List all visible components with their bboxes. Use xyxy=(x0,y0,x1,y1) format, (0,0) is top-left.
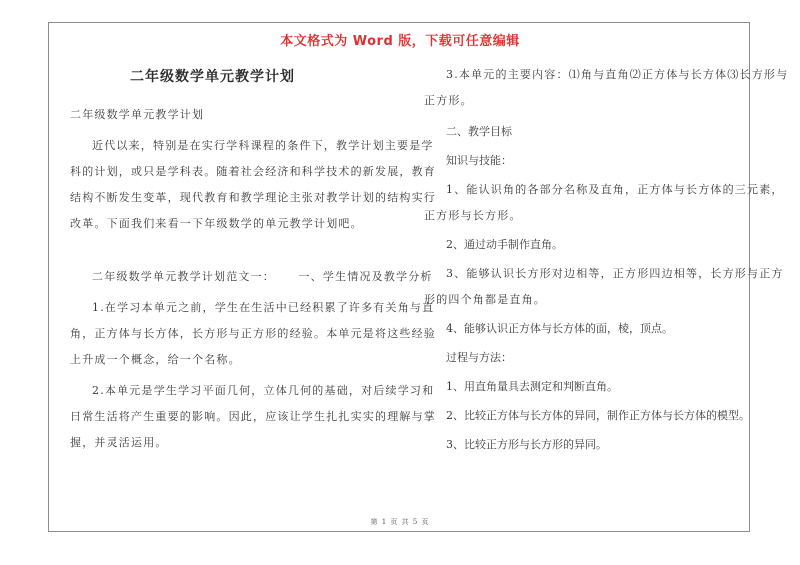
left-column xyxy=(70,69,436,450)
sample-heading-line: 二年级数学单元教学计划范文一： 一、学生情况及教学分析 xyxy=(92,270,433,283)
section-heading-objectives: 二、教学目标 xyxy=(446,125,512,138)
paragraph-line: 正方形与长方形。 xyxy=(424,209,522,222)
process-item-2: 2、比较正方体与长方体的异同，制作正方体与长方体的模型。 xyxy=(446,409,750,422)
paragraph-line: 形的四个角都是直角。 xyxy=(424,293,546,306)
process-heading: 过程与方法： xyxy=(446,351,512,364)
process-item-3: 3、比较正方形与长方形的异同。 xyxy=(446,438,607,451)
knowledge-item-2: 2、通过动手制作直角。 xyxy=(446,238,563,251)
paragraph-line: 日常生活将产生重要的影响。因此，应该让学生扎扎实实的理解与掌 xyxy=(70,410,436,423)
intro-paragraph xyxy=(70,138,436,231)
subtitle: 二年级数学单元教学计划 xyxy=(70,108,205,121)
paragraph-line: 科的计划，或只是学科表。随着社会经济和科学技术的新发展，教育 xyxy=(70,165,436,178)
knowledge-item-1 xyxy=(424,182,784,223)
paragraph-line: 2.本单元是学生学习平面几何，立体几何的基础，对后续学习和 xyxy=(92,384,435,397)
knowledge-item-4: 4、能够认识正方体与长方体的面，棱，顶点。 xyxy=(446,322,673,335)
paragraph-line: 近代以来，特别是在实行学科课程的条件下，教学计划主要是学 xyxy=(92,139,434,152)
paragraph-line: 改革。下面我们来看一下年级数学的单元教学计划吧。 xyxy=(70,217,363,230)
editable-notice-banner: 本文格式为 Word 版，下载可任意编辑 xyxy=(280,34,520,49)
paragraph-line: 1.在学习本单元之前，学生在生活中已经积累了许多有关角与直 xyxy=(92,301,435,314)
item-1-paragraph xyxy=(70,300,436,367)
paragraph-line: 上升成一个概念，给一个名称。 xyxy=(70,353,241,366)
right-column xyxy=(424,67,789,452)
item-2-paragraph xyxy=(70,383,436,450)
knowledge-heading: 知识与技能： xyxy=(446,154,512,167)
paragraph-line: 3、能够认识长方形对边相等，正方形四边相等，长方形与正方 xyxy=(446,267,784,280)
paragraph-line: 结构不断发生变革，现代教育和教学理论主张对教学计划的结构实行 xyxy=(70,191,436,204)
item-3-paragraph xyxy=(424,67,789,108)
paragraph-line: 正方形。 xyxy=(424,94,473,107)
process-item-1: 1、用直角量具去测定和判断直角。 xyxy=(446,380,618,393)
paragraph-line: 1、能认识角的各部分名称及直角，正方体与长方体的三元素， xyxy=(446,183,784,196)
page-number-footer: 第 1 页 共 5 页 xyxy=(370,518,430,526)
paragraph-line: 3.本单元的主要内容：⑴角与直角⑵正方体与长方体⑶长方形与 xyxy=(446,68,789,81)
document-title: 二年级数学单元教学计划 xyxy=(130,69,295,85)
paragraph-line: 握，并灵活运用。 xyxy=(70,436,168,449)
paragraph-line: 角，正方体与长方体，长方形与正方形的经验。本单元是将这些经验 xyxy=(70,327,436,340)
knowledge-item-3 xyxy=(424,266,784,307)
